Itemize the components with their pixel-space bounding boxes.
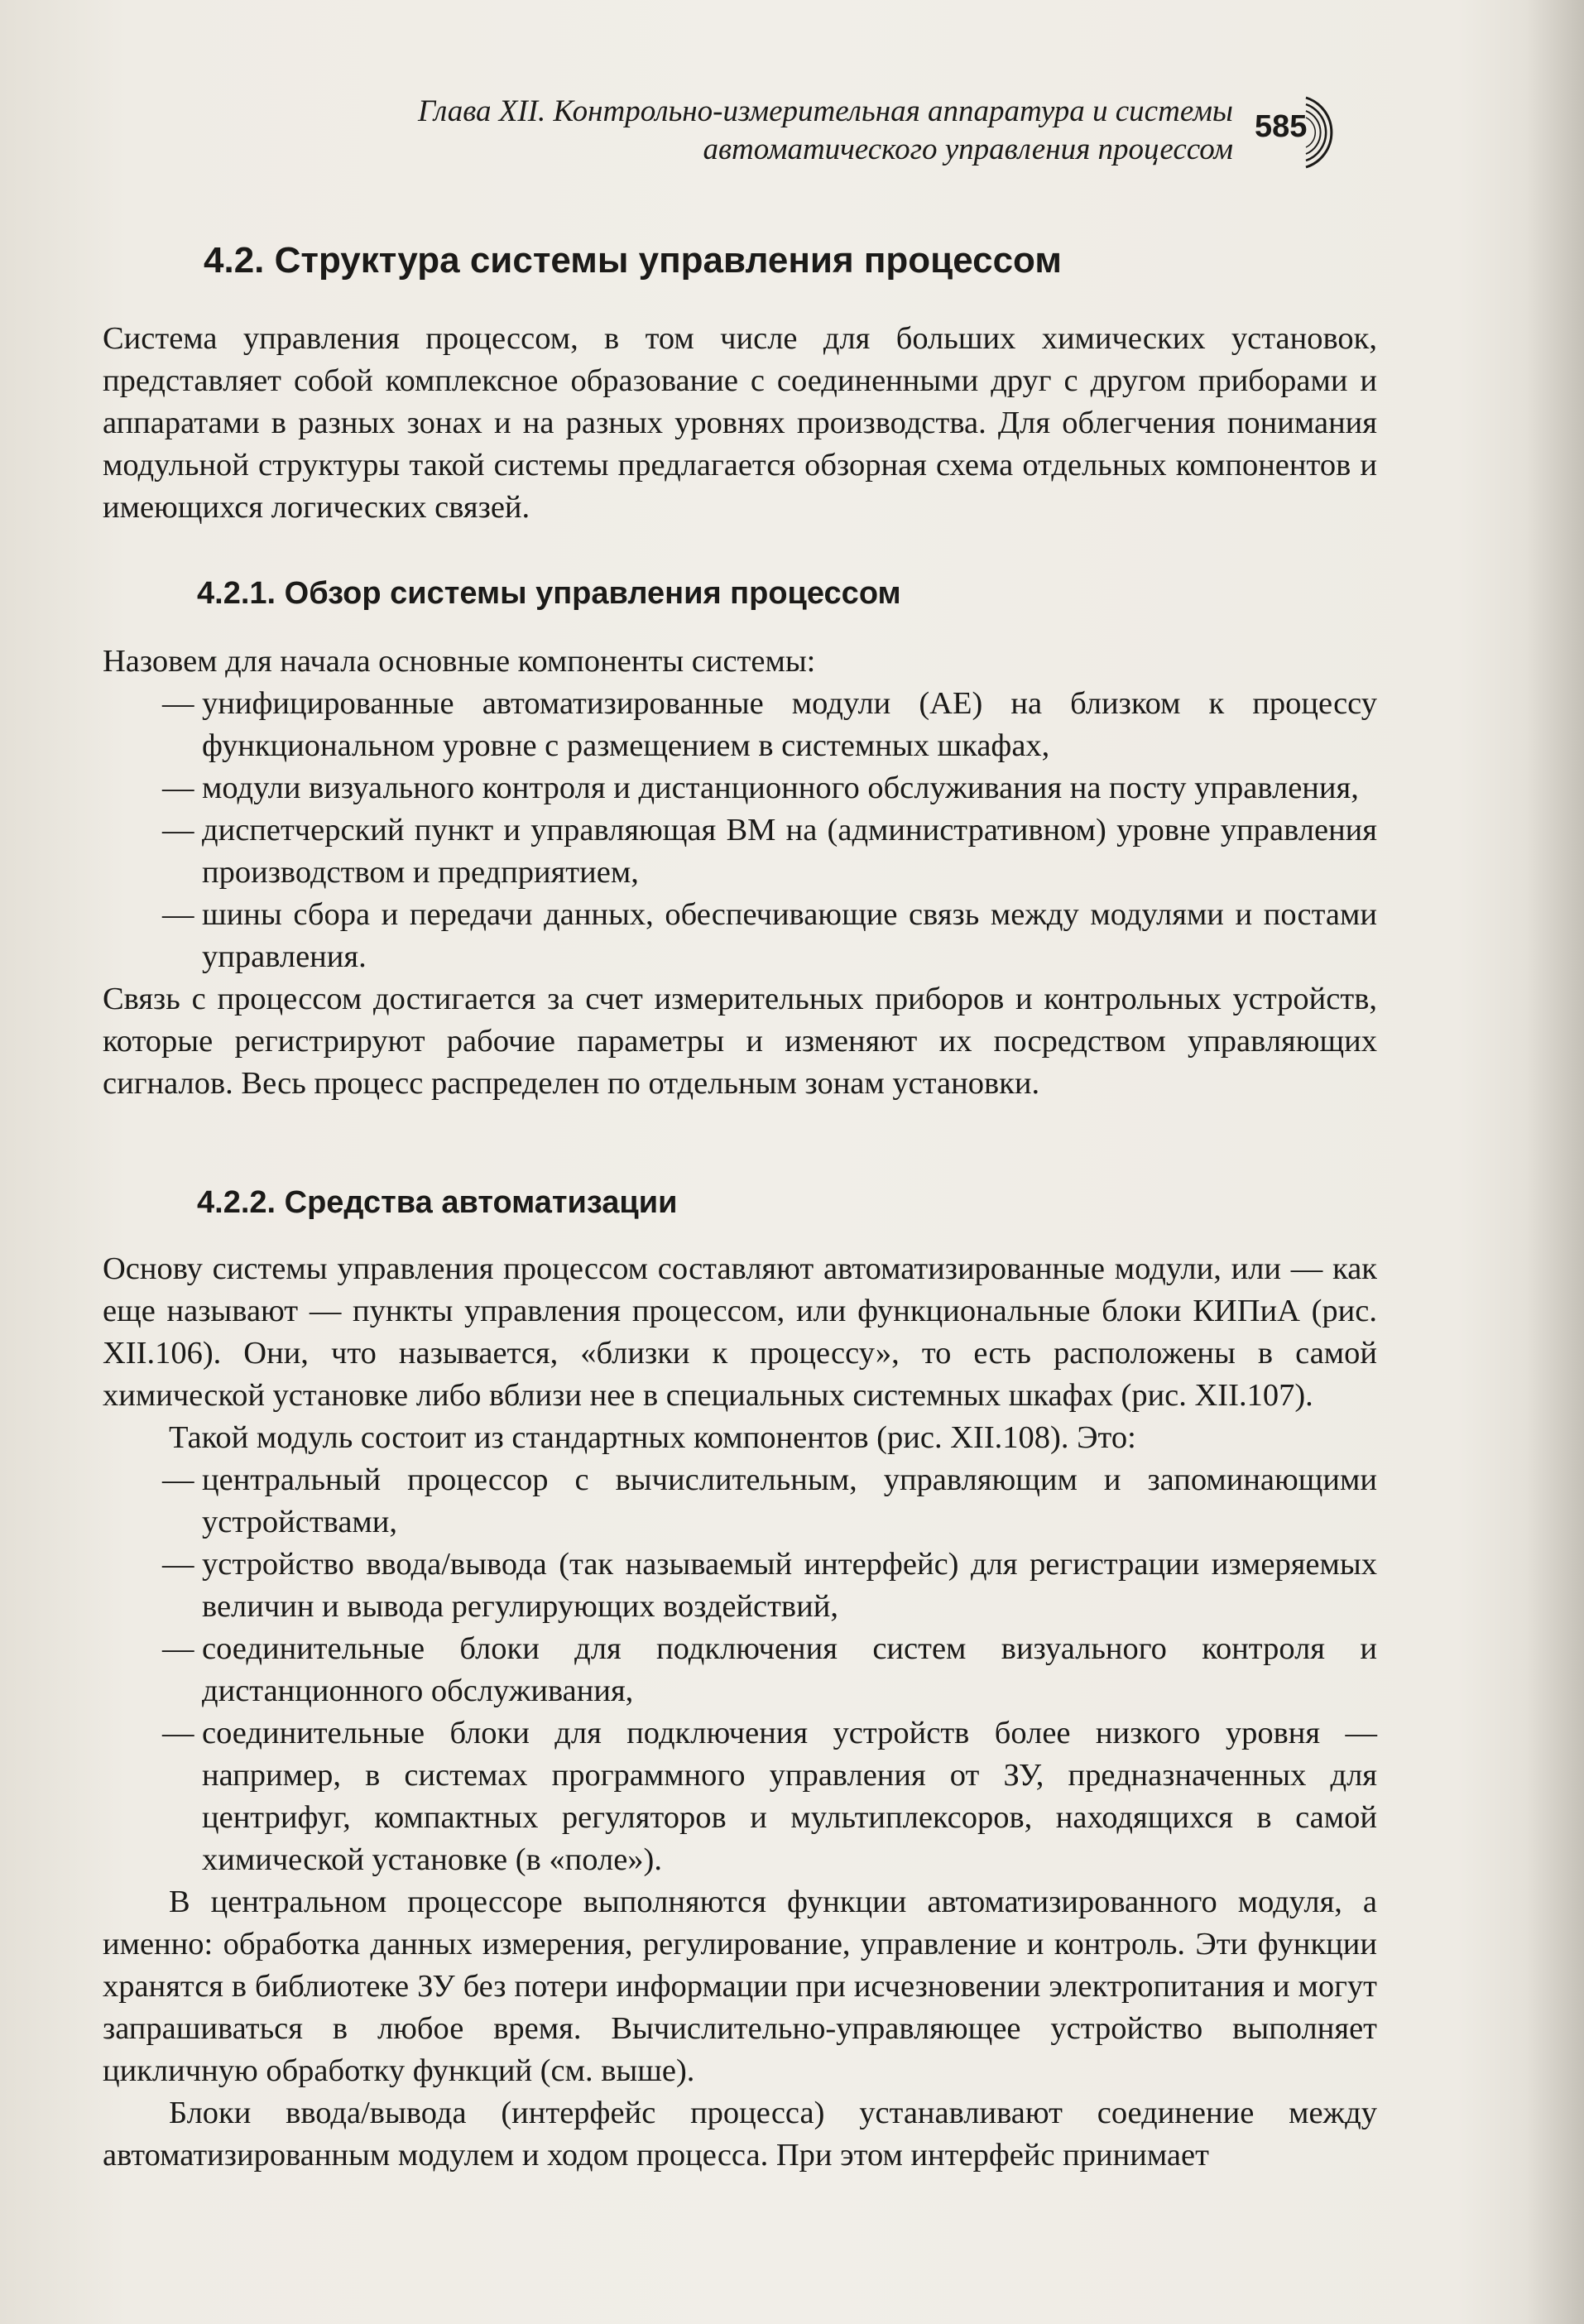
list-dash: — <box>162 1462 194 1497</box>
paragraph: Такой модуль состоит из стандартных компонентов (рис. XII.108). Это: <box>169 1420 1136 1455</box>
list-item <box>103 1544 1377 1628</box>
list-item-text: центральный процессор с вычислительным, управляющим и запоминающими устройствами, <box>202 1462 1377 1539</box>
page-number: 585 <box>1255 109 1308 144</box>
list-item-text: унифицированные автоматизированные модули (АЕ) на близком к процессу функциональном уровне с размещением в системных шкафах, <box>202 686 1377 763</box>
list-item <box>103 767 1377 809</box>
paragraph: Основу системы управления процессом составляют автоматизированные модули, или — как еще называют — пункты управления процессом, или функциональные блоки КИПиА (рис. XII.106). Они, что называется, «близки к процессу», то есть расположены в самой химической установке либо вблизи нее в специальных системных шкафах (рис. XII.107). <box>103 1251 1377 1413</box>
module-components-list <box>103 1459 1377 1881</box>
list-dash: — <box>162 1547 194 1582</box>
list-item-text: шины сбора и передачи данных, обеспечивающие связь между модулями и постами управления. <box>202 897 1377 974</box>
component-list <box>103 683 1377 978</box>
list-item <box>103 894 1377 978</box>
list-item <box>103 1712 1377 1881</box>
list-dash: — <box>162 686 194 721</box>
list-item-text: диспетчерский пункт и управляющая ВМ на (административном) уровне управления производством и предприятием, <box>202 813 1377 890</box>
section-4-2-intro <box>103 318 1377 529</box>
list-item <box>103 1628 1377 1712</box>
section-heading-4-2-2: 4.2.2. Средства автоматизации <box>197 1185 678 1220</box>
list-item-text: устройство ввода/вывода (так называемый интерфейс) для регистрации измеряемых величин и вывода регулирующих воздействий, <box>202 1547 1377 1624</box>
paragraph: Система управления процессом, в том числе для больших химических установок, представляет собой комплексное образование с соединенными друг с другом приборами и аппаратами в разных зонах и на разных уровнях производства. Для облегчения понимания модульной структуры такой системы предлагается обзорная схема отдельных компонентов и имеющихся логических связей. <box>103 321 1377 525</box>
section-4-2-2-body <box>103 1248 1377 2177</box>
running-header <box>273 93 1233 169</box>
list-item-text: соединительные блоки для подключения устройств более низкого уровня — например, в системах программного управления от ЗУ, предназначенных для центрифуг, компактных регуляторов и мультиплексоров, находящихся в самой химической установке (в «поле»). <box>202 1716 1377 1877</box>
running-header-line-1: Глава XII. Контрольно-измерительная аппаратура и системы <box>418 94 1233 128</box>
section-heading-4-2: 4.2. Структура системы управления процессом <box>204 240 1062 281</box>
list-item <box>103 809 1377 894</box>
paragraph: Связь с процессом достигается за счет измерительных приборов и контрольных устройств, которые регистрируют рабочие параметры и изменяют их посредством управляющих сигналов. Весь процесс распределен по отдельным зонам установки. <box>103 982 1377 1101</box>
section-heading-4-2-1: 4.2.1. Обзор системы управления процессом <box>197 576 901 611</box>
list-dash: — <box>162 1631 194 1666</box>
list-dash: — <box>162 1716 194 1750</box>
list-item-text: соединительные блоки для подключения систем визуального контроля и дистанционного обслуживания, <box>202 1631 1377 1708</box>
page-number-arc-icon <box>1298 91 1356 174</box>
list-dash: — <box>162 897 194 932</box>
paragraph: В центральном процессоре выполняются функции автоматизированного модуля, а именно: обработка данных измерения, регулирование, управление и контроль. Эти функции хранятся в библиотеке ЗУ без потери информации при исчезновении электропитания и могут запрашиваться в любое время. Вычислительно-управляющее устройство выполняет цикличную обработку функций (см. выше). <box>103 1885 1377 2088</box>
section-4-2-1-body <box>103 641 1377 1105</box>
list-dash: — <box>162 813 194 847</box>
running-header-line-2: автоматического управления процессом <box>703 132 1233 166</box>
list-item <box>103 683 1377 767</box>
paragraph: Блоки ввода/вывода (интерфейс процесса) устанавливают соединение между автоматизированным модулем и ходом процесса. При этом интерфейс принимает <box>103 2096 1377 2173</box>
list-item <box>103 1459 1377 1544</box>
list-item-text: модули визуального контроля и дистанционного обслуживания на посту управления, <box>202 771 1359 805</box>
page-fold-shadow <box>1526 0 1584 2324</box>
paragraph-lead: Назовем для начала основные компоненты системы: <box>103 644 816 679</box>
list-dash: — <box>162 771 194 805</box>
